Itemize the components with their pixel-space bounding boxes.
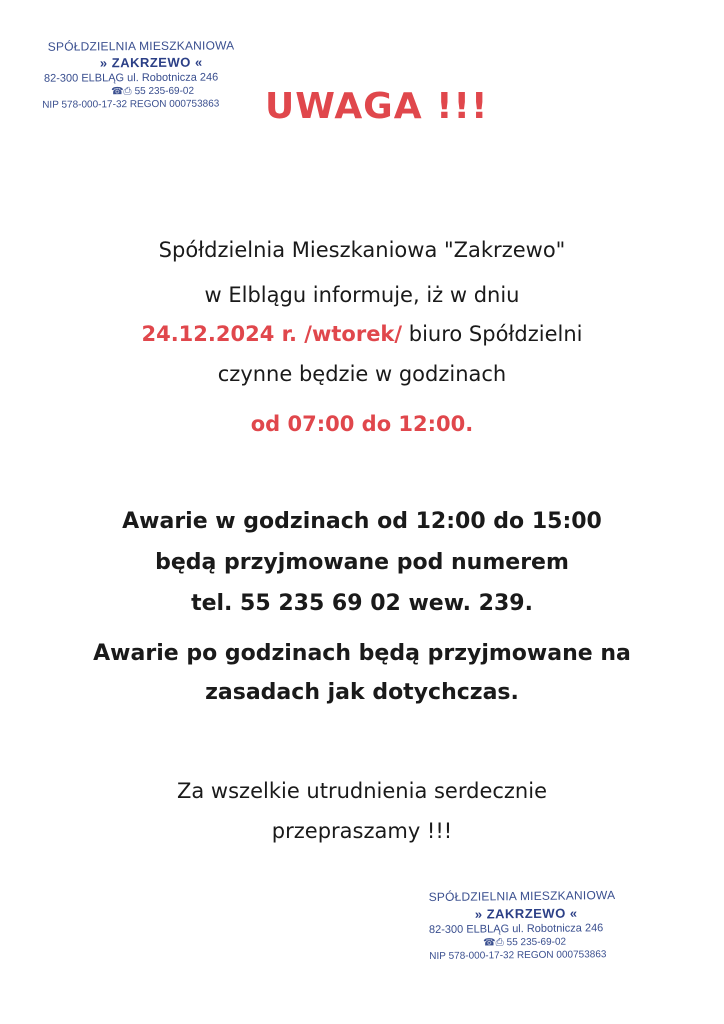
cooperative-stamp-top [42, 38, 249, 120]
phone-fax-icon: ☎⎙ [483, 937, 504, 949]
stamp-name: SPÓŁDZIELNIA MIESZKANIOWA [428, 888, 616, 905]
notice-hours: od 07:00 do 12:00. [250, 412, 474, 436]
notice-line-2: w Elblągu informuje, iż w dniu [204, 283, 520, 307]
emergency-line-1: Awarie w godzinach od 12:00 do 15:00 [122, 509, 602, 534]
stamp-ids: NIP 578-000-17-32 REGON 000753863 [429, 949, 607, 963]
stamp-address: 82-300 ELBLĄG ul. Robotnicza 246 [428, 922, 604, 937]
notice-line-3-rest: biuro Spółdzielni [402, 322, 583, 346]
notice-line-3 [0, 322, 724, 346]
stamp-brand: » ZAKRZEWO « [99, 54, 203, 71]
stamp-brand: » ZAKRZEWO « [474, 905, 578, 922]
emergency-phone: tel. 55 235 69 02 wew. 239. [191, 591, 533, 616]
phone-fax-icon: ☎⎙ [111, 86, 132, 98]
stamp-phone-row [483, 938, 566, 949]
closing-line-2: przepraszamy !!! [271, 819, 453, 843]
notice-date: 24.12.2024 r. /wtorek/ [141, 322, 403, 346]
closing-line-1: Za wszelkie utrudnienia serdecznie [177, 779, 547, 803]
emergency-line-4: Awarie po godzinach będą przyjmowane na [93, 641, 631, 666]
stamp-phone: 55 235-69-02 [134, 85, 195, 98]
emergency-line-2: będą przyjmowane pod numerem [155, 550, 569, 575]
headline-warning: UWAGA !!! [265, 86, 489, 127]
notice-line-4: czynne będzie w godzinach [217, 362, 507, 386]
stamp-name: SPÓŁDZIELNIA MIESZKANIOWA [47, 38, 235, 54]
cooperative-stamp-bottom [429, 889, 630, 971]
notice-line-1: Spółdzielnia Mieszkaniowa "Zakrzewo" [158, 238, 566, 262]
stamp-ids: NIP 578-000-17-32 REGON 000753863 [42, 98, 220, 111]
stamp-address: 82-300 ELBLĄG ul. Robotnicza 246 [43, 71, 219, 85]
emergency-line-5: zasadach jak dotychczas. [205, 680, 519, 705]
stamp-phone-row [111, 87, 194, 98]
stamp-phone: 55 235-69-02 [506, 936, 567, 949]
